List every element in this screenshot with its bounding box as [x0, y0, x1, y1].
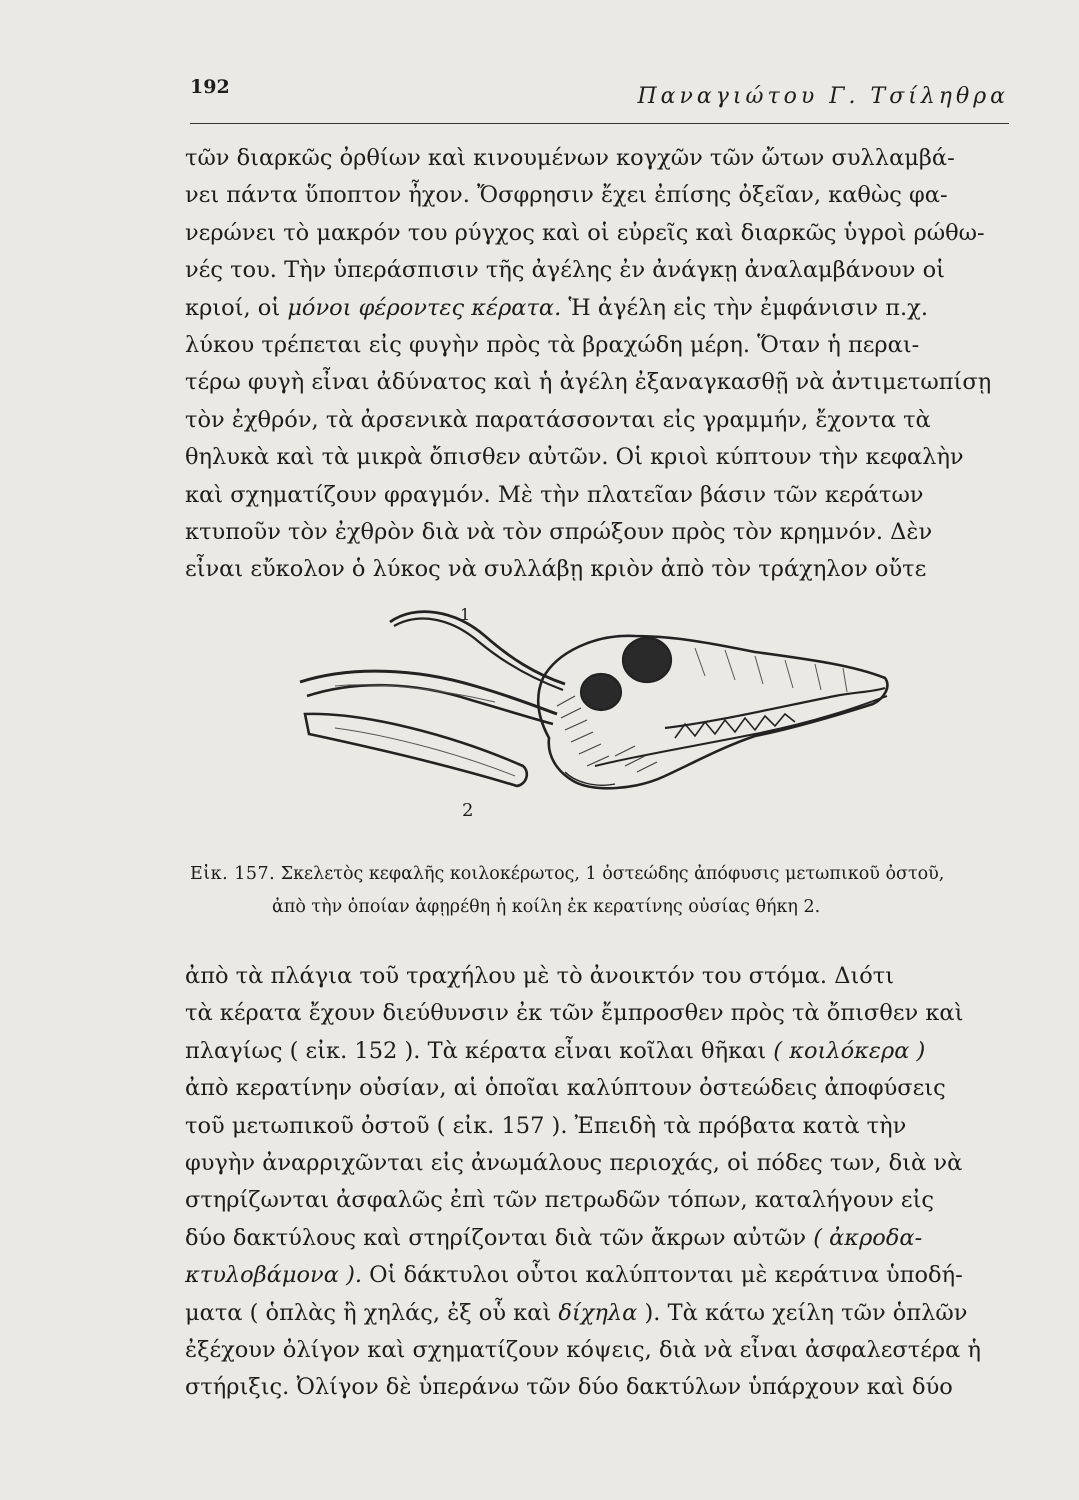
- running-head: Παναγιώτου Γ. Τσίληθρα: [637, 84, 1009, 109]
- text-line: ἀπὸ τὰ πλάγια τοῦ τραχήλου μὲ τὸ ἀνοικτόν του στόμα. Διότι: [185, 963, 895, 989]
- text-segment: Ἡ ἀγέλη εἰς τὴν ἐμφάνισιν π.χ.: [561, 294, 928, 321]
- text-segment: Οἱ δάκτυλοι οὗτοι καλύπτονται μὲ κεράτινα ὑποδή-: [362, 1262, 963, 1289]
- caption-line-1: [190, 858, 1020, 891]
- page-header: [190, 72, 1009, 118]
- text-line: τὸν ἐχθρόν, τὰ ἀρσενικὰ παρατάσσονται εἰς γραμμήν, ἔχοντα τὰ: [185, 406, 931, 433]
- text-line: τέρω φυγὴ εἶναι ἀδύνατος καὶ ἡ ἀγέλη ἐξαναγκασθῇ νὰ ἀντιμετωπίσῃ: [185, 369, 992, 396]
- text-line: κτυποῦν τὸν ἐχθρὸν διὰ νὰ τὸν σπρώξουν πρὸς τὸν κρημνόν. Δὲν: [185, 518, 933, 545]
- text-line: τῶν διαρκῶς ὀρθίων καὶ κινουμένων κογχῶν τῶν ὤτων συλλαμβά-: [185, 145, 955, 171]
- figure-label-2: 2: [462, 800, 474, 821]
- text-segment: πλαγίως ( εἰκ. 152 ). Τὰ κέρατα εἶναι κοῖλαι θῆκαι: [185, 1037, 774, 1064]
- skull-illustration: [295, 596, 915, 836]
- header-rule: [190, 123, 1009, 124]
- text-line: καὶ σχηματίζουν φραγμόν. Μὲ τὴν πλατεῖαν βάσιν τῶν κεράτων: [185, 481, 924, 508]
- italic-text: μόνοι φέροντες κέρατα.: [287, 294, 562, 321]
- text-line: ἀπὸ κερατίνην οὐσίαν, αἱ ὁποῖαι καλύπτουν ὀστεώδεις ἀποφύσεις: [185, 1075, 946, 1102]
- text-line: στηρίζωνται ἀσφαλῶς ἐπὶ τῶν πετρωδῶν τόπων, καταλήγουν εἰς: [185, 1187, 935, 1214]
- text-line: νει πάντα ὕποπτον ἦχον. Ὄσφρησιν ἔχει ἐπίσης ὀξεῖαν, καθὼς φα-: [185, 182, 948, 209]
- paragraph-top: [185, 140, 1007, 589]
- text-segment: κριοί, οἱ: [185, 294, 288, 321]
- text-line: [185, 1033, 1007, 1070]
- text-line: νερώνει τὸ μακρόν του ρύγχος καὶ οἱ εὐρεῖς καὶ διαρκῶς ὑγροὶ ρώθω-: [185, 219, 985, 246]
- text-line: τοῦ μετωπικοῦ ὀστοῦ ( εἰκ. 157 ). Ἐπειδὴ τὰ πρόβατα κατὰ τὴν: [185, 1112, 907, 1139]
- italic-text: ( κοιλόκερα ): [773, 1037, 926, 1064]
- italic-text: ( ἀκροδα-: [813, 1224, 923, 1251]
- page-number: 192: [190, 76, 230, 98]
- caption-label: Εἰκ. 157.: [190, 864, 276, 884]
- caption-text-1: Σκελετὸς κεφαλῆς κοιλοκέρωτος, 1 ὀστεώδης ἀπόφυσις μετωπικοῦ ὀστοῦ,: [275, 864, 945, 884]
- italic-text: κτυλοβάμονα ).: [185, 1262, 363, 1289]
- text-line: ἐξέχουν ὀλίγον καὶ σχηματίζουν κόψεις, διὰ νὰ εἶναι ἀσφαλεστέρα ἡ: [185, 1336, 981, 1363]
- text-line: νές του. Τὴν ὑπεράσπισιν τῆς ἀγέλης ἐν ἀνάγκῃ ἀναλαμβάνουν οἱ: [185, 257, 945, 284]
- text-line: [185, 290, 1007, 327]
- text-line: εἶναι εὔκολον ὁ λύκος νὰ συλλάβῃ κριὸν ἀπὸ τὸν τράχηλον οὔτε: [185, 556, 927, 583]
- text-line: θηλυκὰ καὶ τὰ μικρὰ ὄπισθεν αὐτῶν. Οἱ κριοὶ κύπτουν τὴν κεφαλὴν: [185, 444, 964, 471]
- text-segment: δύο δακτύλους καὶ στηρίζονται διὰ τῶν ἄκρων αὐτῶν: [185, 1224, 814, 1251]
- text-line: τὰ κέρατα ἔχουν διεύθυνσιν ἐκ τῶν ἔμπροσθεν πρὸς τὰ ὄπισθεν καὶ: [185, 1000, 964, 1027]
- paragraph-bottom: [185, 958, 1007, 1407]
- italic-text: δίχηλα: [558, 1299, 638, 1326]
- text-segment: ματα ( ὁπλὰς ἢ χηλάς, ἐξ οὗ καὶ: [185, 1299, 559, 1326]
- figure-caption: [190, 858, 1020, 924]
- caption-line-2: ἀπὸ τὴν ὁποίαν ἀφῃρέθη ἡ κοίλη ἐκ κερατίνης οὐσίας θήκη 2.: [272, 897, 821, 917]
- text-line: [185, 1257, 1007, 1294]
- text-line: στήριξις. Ὀλίγον δὲ ὑπεράνω τῶν δύο δακτύλων ὑπάρχουν καὶ δύο: [185, 1374, 953, 1401]
- text-line: φυγὴν ἀναρριχῶνται εἰς ἀνωμάλους περιοχάς, οἱ πόδες των, διὰ νὰ: [185, 1149, 963, 1176]
- text-line: λύκου τρέπεται εἰς φυγὴν πρὸς τὰ βραχώδη μέρη. Ὅταν ἡ περαι-: [185, 331, 920, 358]
- figure-label-1: 1: [460, 605, 471, 624]
- text-segment: ). Τὰ κάτω χείλη τῶν ὁπλῶν: [637, 1299, 968, 1326]
- text-line: [185, 1220, 1007, 1257]
- text-line: [185, 1295, 1007, 1332]
